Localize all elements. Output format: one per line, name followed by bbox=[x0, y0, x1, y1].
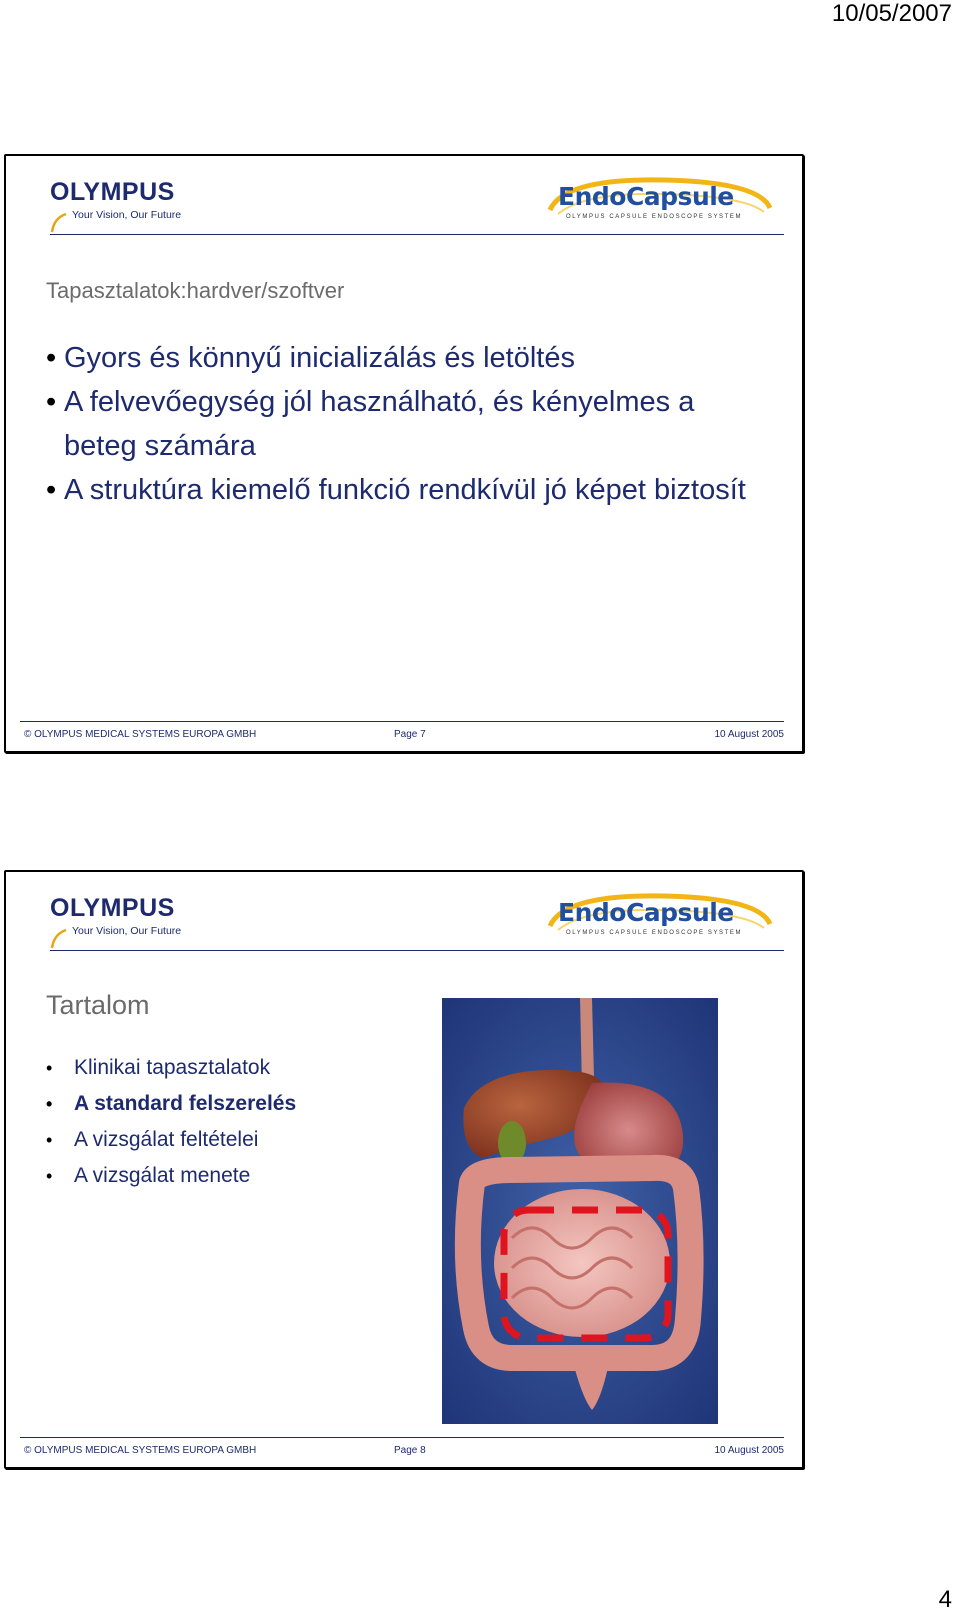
footer-copyright: © OLYMPUS MEDICAL SYSTEMS EUROPA GMBH bbox=[24, 1445, 257, 1456]
digestive-system-illustration bbox=[442, 998, 718, 1424]
document-date: 10/05/2007 bbox=[831, 0, 952, 27]
list-item: • Klinikai tapasztalatok bbox=[46, 1056, 271, 1079]
list-item: • A struktúra kiemelő funkció rendkívül jó képet biztosít bbox=[46, 474, 746, 506]
bullet-list bbox=[46, 1050, 296, 1194]
footer-date: 10 August 2005 bbox=[714, 1445, 784, 1456]
endocapsule-logo: EndoCapsule OLYMPUS CAPSULE ENDOSCOPE SYSTEM bbox=[544, 886, 784, 948]
list-item: • A vizsgálat feltételei bbox=[46, 1128, 259, 1151]
list-item-current: • A standard felszerelés bbox=[46, 1092, 297, 1115]
slide-footer bbox=[20, 721, 784, 743]
slide-title: Tapasztalatok:hardver/szoftver bbox=[46, 278, 345, 303]
slide-footer bbox=[20, 1437, 784, 1459]
header-rule bbox=[50, 234, 784, 235]
olympus-logo: OLYMPUS Your Vision, Our Future bbox=[50, 178, 220, 221]
footer-page: Page 8 bbox=[394, 1445, 426, 1456]
swoosh-icon bbox=[50, 928, 68, 950]
footer-date: 10 August 2005 bbox=[714, 729, 784, 740]
list-item: • A vizsgálat menete bbox=[46, 1164, 251, 1187]
header-rule bbox=[50, 950, 784, 951]
bullet-list bbox=[46, 336, 746, 512]
slide-page-8 bbox=[4, 870, 804, 1469]
page-number: 4 bbox=[938, 1586, 952, 1613]
list-item: • Gyors és könnyű inicializálás és letöltés bbox=[46, 342, 575, 374]
slide-page-7 bbox=[4, 154, 804, 753]
olympus-logo: OLYMPUS Your Vision, Our Future bbox=[50, 894, 220, 937]
list-item: • A felvevőegység jól használható, és kényelmes a beteg számára bbox=[46, 386, 695, 462]
footer-page: Page 7 bbox=[394, 729, 426, 740]
swoosh-icon bbox=[50, 212, 68, 234]
endocapsule-logo: EndoCapsule OLYMPUS CAPSULE ENDOSCOPE SYSTEM bbox=[544, 170, 784, 232]
slide-title: Tartalom bbox=[46, 990, 150, 1020]
footer-copyright: © OLYMPUS MEDICAL SYSTEMS EUROPA GMBH bbox=[24, 729, 257, 740]
